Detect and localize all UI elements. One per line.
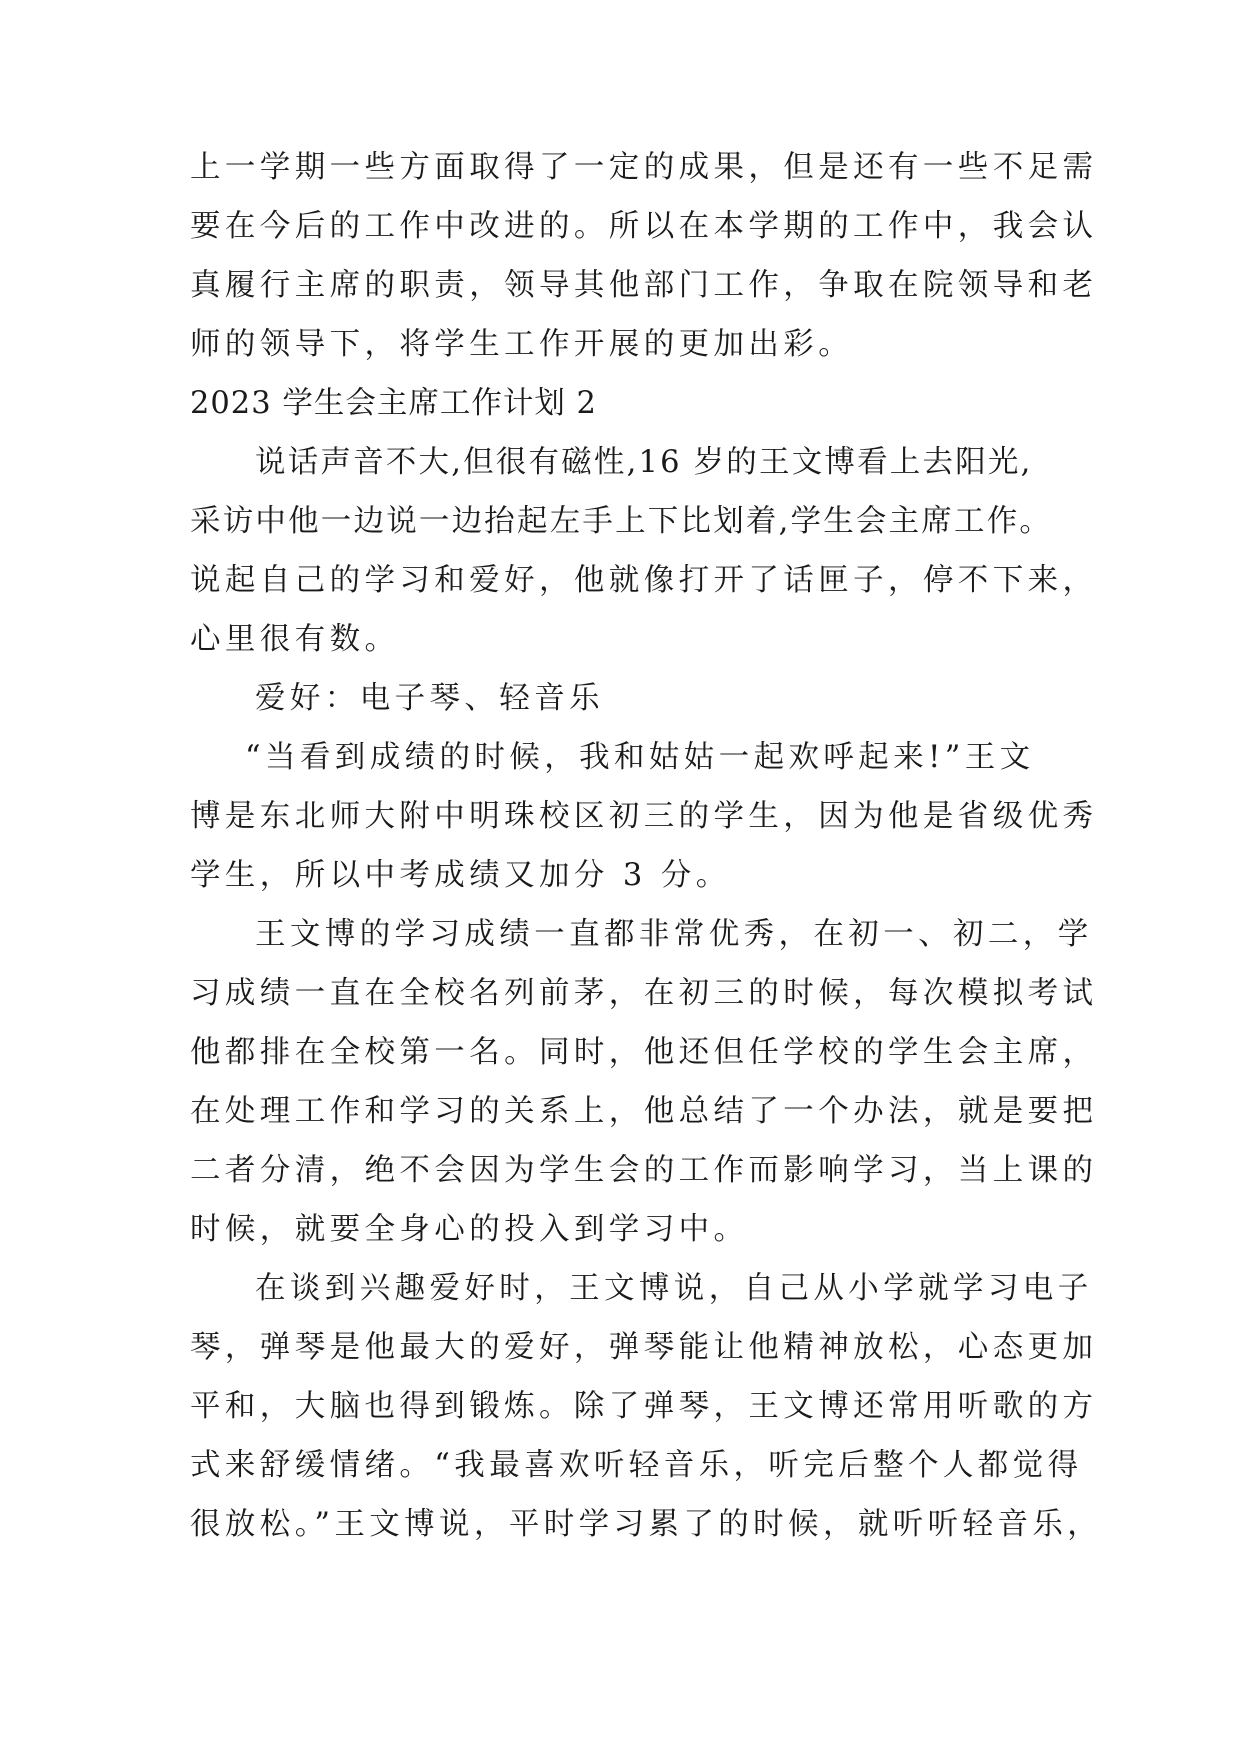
subheading-hobbies: 爱好：电子琴、轻音乐 [255, 681, 604, 716]
text-line: 师的领导下，将学生工作开展的更加出彩。 [190, 327, 854, 362]
text-line: 上一学期一些方面取得了一定的成果，但是还有一些不足需 [190, 150, 1098, 185]
text-line: 二者分清，绝不会因为学生会的工作而影响学习，当上课的 [190, 1153, 1098, 1188]
text-line: 说话声音不大,但很有磁性,16 岁的王文博看上去阳光, [255, 445, 1033, 480]
text-line: 说起自己的学习和爱好，他就像打开了话匣子，停不下来， [190, 563, 1098, 598]
text-line: 在谈到兴趣爱好时，王文博说，自己从小学就学习电子 [255, 1271, 1093, 1306]
text-line: 要在今后的工作中改进的。所以在本学期的工作中，我会认 [190, 209, 1098, 244]
text-line: 平和，大脑也得到锻炼。除了弹琴，王文博还常用听歌的方 [190, 1389, 1098, 1424]
text-line: 心里很有数。 [190, 622, 400, 657]
section-heading: 2023 学生会主席工作计划 2 [190, 386, 597, 421]
text-line: 真履行主席的职责，领导其他部门工作，争取在院领导和老 [190, 268, 1098, 303]
text-line: 博是东北师大附中明珠校区初三的学生，因为他是省级优秀 [190, 799, 1098, 834]
text-line: 式来舒缓情绪。“我最喜欢听轻音乐，听完后整个人都觉得 [190, 1448, 1083, 1483]
text-line: 习成绩一直在全校名列前茅，在初三的时候，每次模拟考试 [190, 976, 1098, 1011]
text-line: 时候，就要全身心的投入到学习中。 [190, 1212, 749, 1247]
text-line: 王文博的学习成绩一直都非常优秀，在初一、初二，学 [255, 917, 1093, 952]
text-line: 在处理工作和学习的关系上，他总结了一个办法，就是要把 [190, 1094, 1098, 1129]
text-line: 学生，所以中考成绩又加分 3 分。 [190, 858, 731, 893]
text-line: 他都排在全校第一名。同时，他还但任学校的学生会主席， [190, 1035, 1098, 1070]
text-line: 很放松。”王文博说，平时学习累了的时候，就听听轻音乐， [190, 1507, 1103, 1542]
text-line: 采访中他一边说一边抬起左手上下比划着,学生会主席工作。 [190, 504, 1053, 539]
text-line: 琴，弹琴是他最大的爱好，弹琴能让他精神放松，心态更加 [190, 1330, 1098, 1365]
text-line: “当看到成绩的时候，我和姑姑一起欢呼起来!”王文 [245, 740, 1035, 775]
